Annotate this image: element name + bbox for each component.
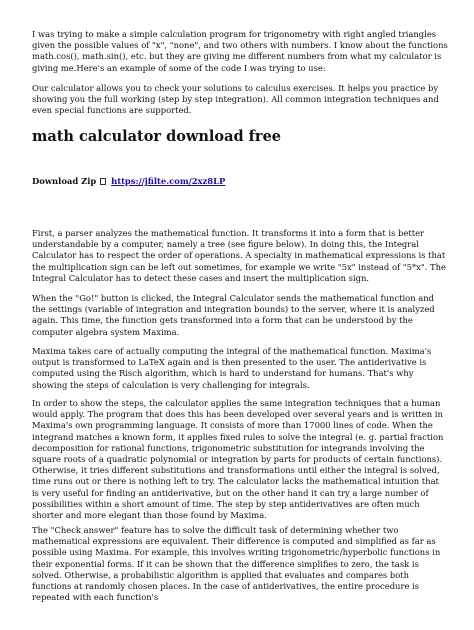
paragraph-parser: First, a parser analyzes the mathematical function. It transforms it into a form that is better understandable by a computer, namely a tree (see figure below). In doing this, the Integral Calculator has to respect the order of operations. A specialty in mathematical expressions is that the multiplication sign can be left out sometimes, for example we write "5x" instead of "5*x". The Integral Calculator has to detect these cases and insert the multiplication sign.: [32, 228, 446, 283]
missing-glyph-icon: [100, 178, 106, 185]
paragraph-check-answer: The "Check answer" feature has to solve the difficult task of determining whether two mathematical expressions are equivalent. Their difference is computed and simplified as far as possible using Maxima. For example, this involves writing trigonometric/hyperbolic functions in their exponential forms. If it can be shown that the difference simplifies to zero, the task is solved. Otherwise, a probabilistic algorithm is applied that evaluates and compares both functions at randomly chosen places. In the case of antiderivatives, the entire procedure is repeated with each function's: [32, 525, 441, 603]
paragraph-steps: In order to show the steps, the calculator applies the same integration techniques that a human would apply. The program that does this has been developed over several years and is written in Maxima's own programming language. It consists of more than 17000 lines of code. When the integrand matches a known form, it applies fixed rules to solve the integral (e. g. partial fraction decomposition for rational functions, trigonometric substitution for integrands involving the square roots of a quadratic polynomial or integration by parts for products of certain functions). Otherwise, it tries different substitutions and transformations until either the integral is solved, time runs out or there is nothing left to try. The calculator lacks the mathematical intuition that is very useful for finding an antiderivative, but on the other hand it can try a large number of possibilities within a short amount of time. The step by step antiderivatives are often much shorter and more elegant than those found by Maxima.: [32, 398, 444, 521]
page-title: math calculator download free: [32, 128, 282, 145]
download-line: [32, 176, 225, 187]
paragraph-go-button: When the "Go!" button is clicked, the Integral Calculator sends the mathematical function and the settings (variable of integration and integration bounds) to the server, where it is analyzed again. This time, the function gets transformed into a form that can be understood by the computer algebra system Maxima.: [32, 293, 435, 337]
download-link[interactable]: https://jfilte.com/2xz8LP: [111, 176, 226, 186]
paragraph-calculator: Our calculator allows you to check your solutions to calculus exercises. It helps you practice by showing you the full working (step by step integration). All common integration techniques and even special functions are supported.: [32, 83, 439, 116]
paragraph-intro: I was trying to make a simple calculation program for trigonometry with right angled triangles given the possible values of "x", "none", and two others with numbers. I know about the functions math.cos(), math.sin(), etc. but they are giving me different numbers from what my calculator is giving me.Here's an example of some of the code I was trying to use:: [32, 29, 448, 73]
paragraph-maxima: Maxima takes care of actually computing the integral of the mathematical function. Maxima's output is transformed to LaTeX again and is then presented to the user. The antiderivative is computed using the Risch algorithm, which is hard to understand for humans. That's why showing the steps of calculation is very challenging for integrals.: [32, 346, 432, 390]
download-label: Download Zip: [32, 176, 97, 186]
